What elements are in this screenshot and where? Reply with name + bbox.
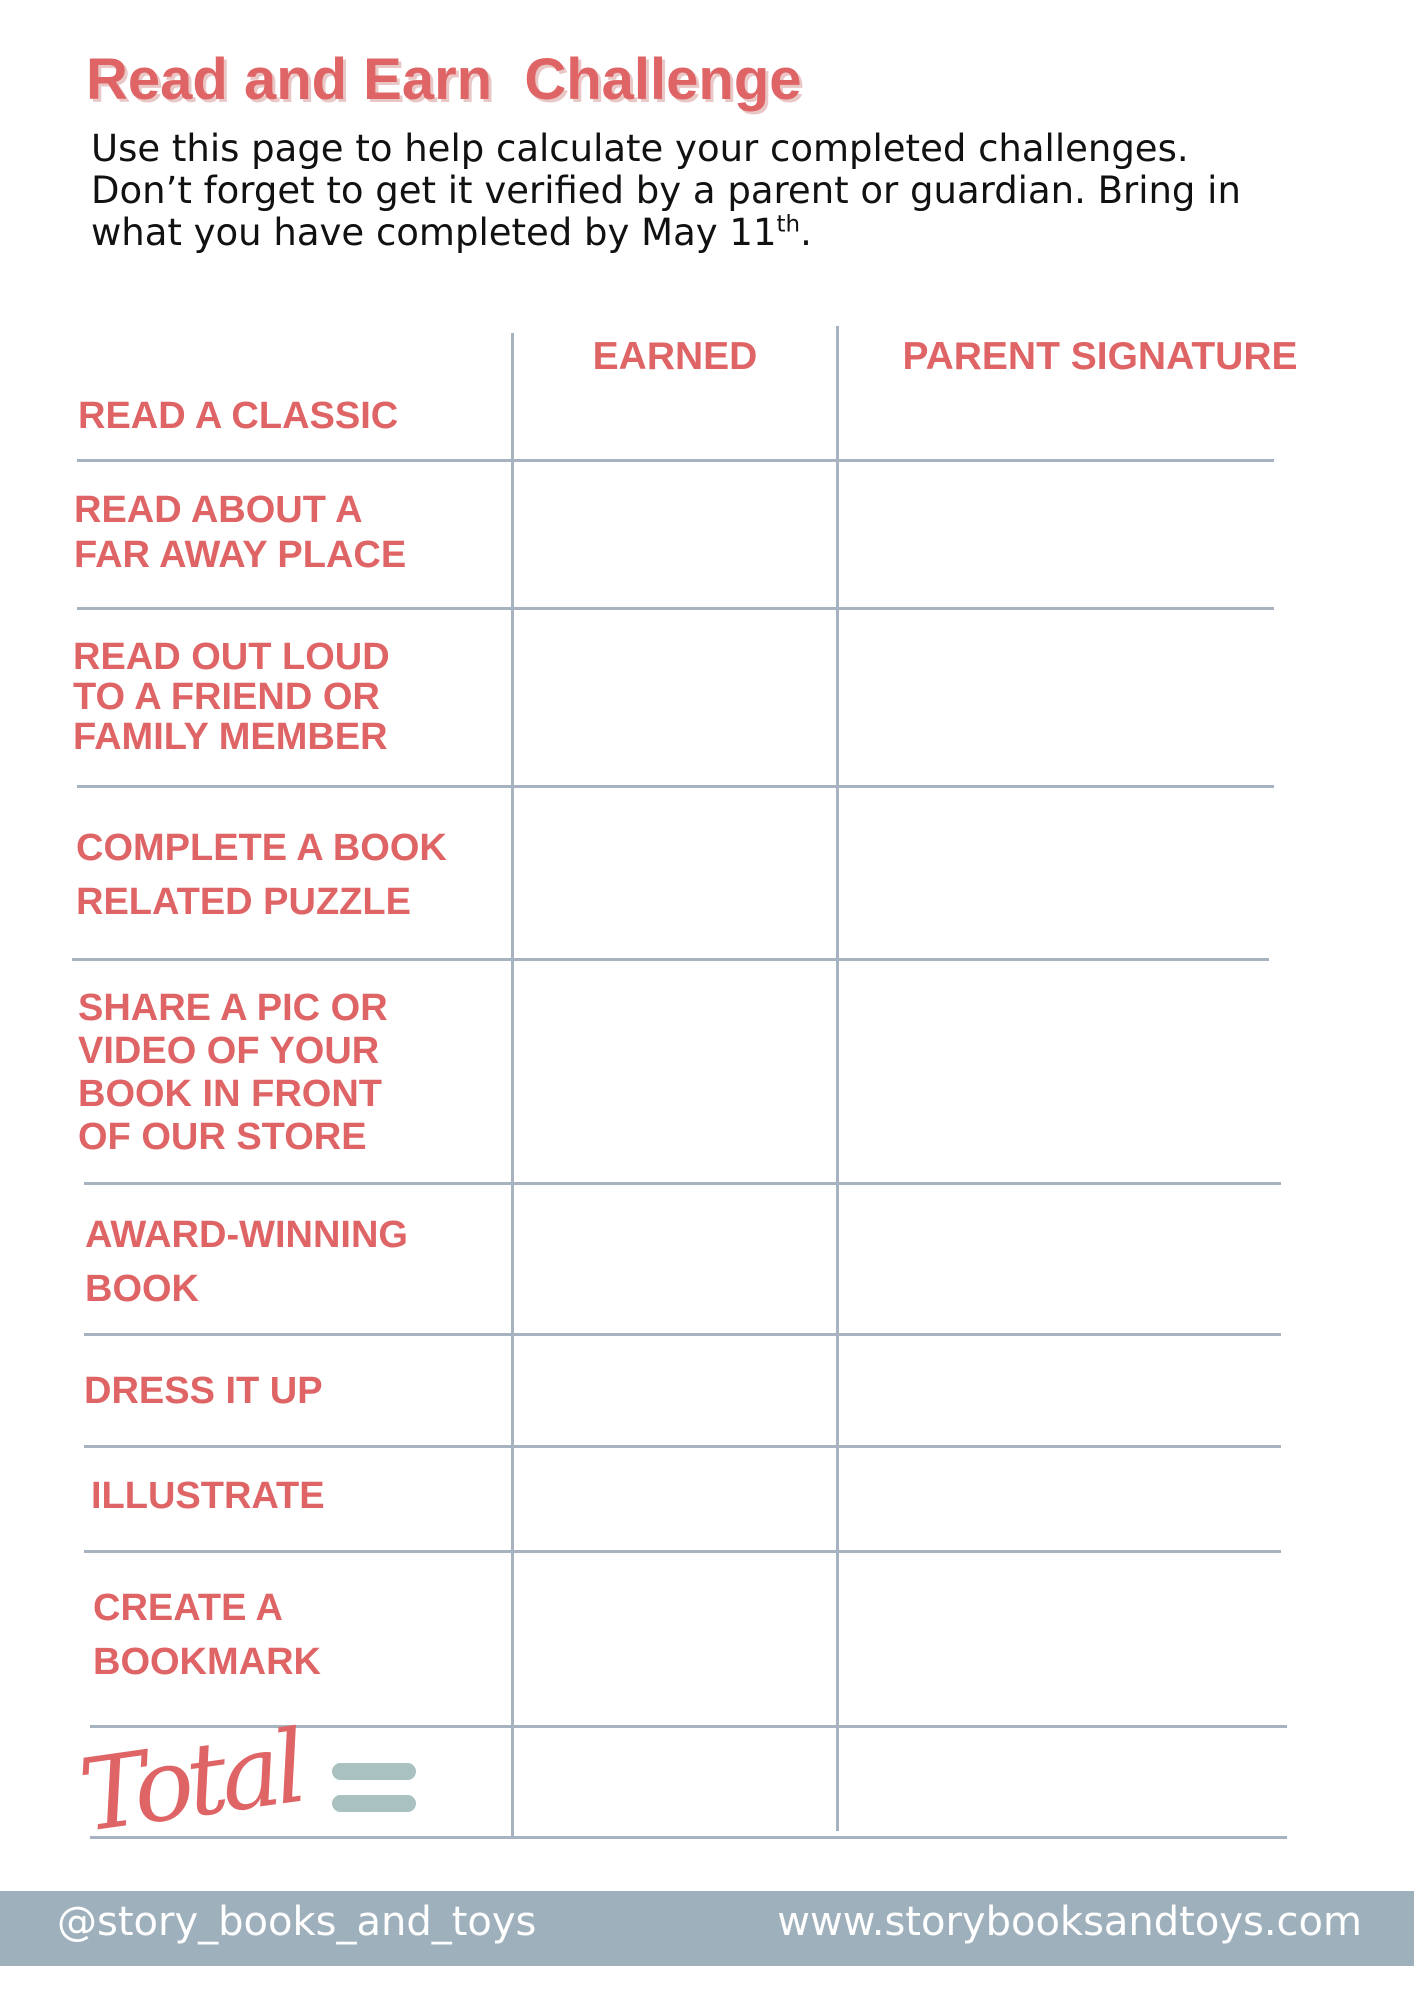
equals-bar-bottom: [332, 1795, 416, 1812]
row-divider: [77, 607, 1274, 610]
total-label: Total: [72, 1708, 308, 1855]
intro-line-1: Use this page to help calculate your completed challenges.: [91, 127, 1189, 170]
challenge-label: ILLUSTRATE: [91, 1475, 325, 1517]
social-handle: @story_books_and_toys: [57, 1899, 537, 1945]
website-url: www.storybooksandtoys.com: [777, 1899, 1362, 1945]
challenge-label: DRESS IT UP: [84, 1370, 323, 1412]
challenge-label: READ OUT LOUD TO A FRIEND OR FAMILY MEMBER: [73, 636, 390, 758]
column-divider: [836, 326, 839, 1831]
intro-superscript: th: [776, 211, 801, 238]
intro-line-3-end: .: [800, 211, 812, 254]
row-divider: [84, 1550, 1281, 1553]
footer-bar: [0, 1891, 1414, 1966]
column-header-earned: EARNED: [592, 335, 758, 378]
row-divider: [77, 459, 1274, 462]
intro-line-3-text: what you have completed by May 11: [91, 211, 777, 254]
intro-line-2: Don’t forget to get it verified by a parent or guardian. Bring in: [91, 169, 1241, 212]
challenge-label: READ A CLASSIC: [78, 395, 399, 437]
row-divider: [84, 1333, 1281, 1336]
row-divider: [84, 1182, 1281, 1185]
intro-text: [91, 128, 1351, 254]
intro-line-3: [91, 212, 1351, 254]
equals-bar-top: [332, 1763, 416, 1780]
challenge-label: READ ABOUT A FAR AWAY PLACE: [74, 489, 407, 576]
challenge-label: AWARD-WINNING BOOK: [85, 1214, 408, 1310]
challenge-label: COMPLETE A BOOK RELATED PUZZLE: [76, 827, 447, 923]
column-header-parent-signature: PARENT SIGNATURE: [902, 335, 1298, 378]
row-divider: [77, 785, 1274, 788]
challenge-label: SHARE A PIC OR VIDEO OF YOUR BOOK IN FRONT OF OUR STORE: [78, 987, 388, 1158]
row-divider: [72, 958, 1269, 961]
page-title: Read and Earn Challenge: [86, 47, 802, 112]
challenge-label: CREATE A BOOKMARK: [93, 1587, 321, 1683]
row-divider: [84, 1445, 1281, 1448]
